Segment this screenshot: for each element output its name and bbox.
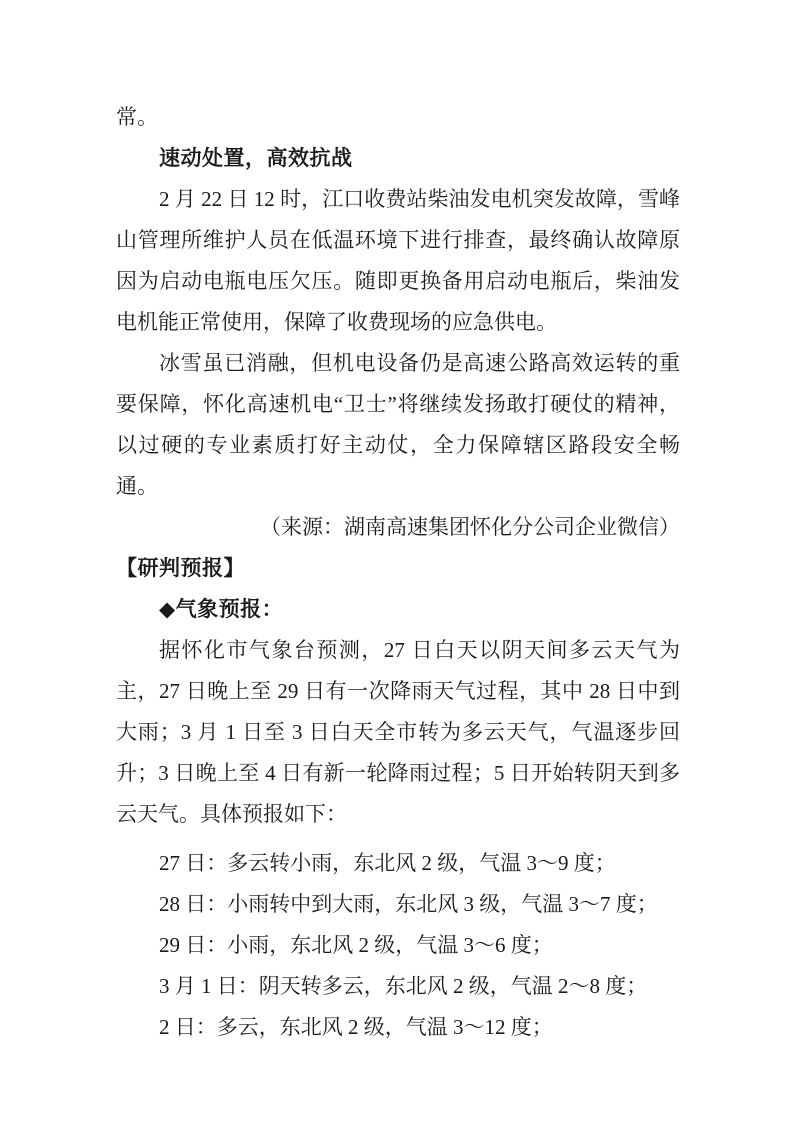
forecast-item-day27: 27 日：多云转小雨，东北风 2 级，气温 3～9 度； [159,851,616,875]
paragraph-incident: 2 月 22 日 12 时，江口收费站柴油发电机突发故障，雪峰山管理所维护人员在低温环境下进行排查，最终确认故障原因为启动电瓶电压欠压。随即更换备用启动电瓶后，柴油发电机能正常使用，保障了收费现场的应急供电。 [116,187,680,334]
paragraph-weather-intro: 据怀化市气象台预测，27 日白天以阴天间多云天气为主，27 日晚上至 29 日有一次降雨天气过程，其中 28 日中到大雨；3 月 1 日至 3 日白天全市转为多云天气，气温逐步回升；3 日晚上至 4 日有新一轮降雨过程；5 日开始转阴天到多云天气。具体预报如下： [116,638,680,826]
section-heading-forecast: 【研判预报】 [116,557,245,580]
forecast-item-day28: 28 日：小雨转中到大雨，东北风 3 级，气温 3～7 度； [159,892,658,916]
source-attribution: （来源：湖南高速集团怀化分公司企业微信） [260,515,680,539]
subsection-heading-weather: ◆气象预报： [159,598,284,621]
forecast-item-day29: 29 日：小雨，东北风 2 级，气温 3～6 度； [159,933,553,957]
paragraph-conclusion: 冰雪虽已消融，但机电设备仍是高速公路高效运转的重要保障，怀化高速机电“卫士”将继续发扬敢打硬仗的精神，以过硬的专业素质打好主动仗，全力保障辖区路段安全畅通。 [116,351,680,498]
paragraph-continuation: 常。 [116,105,158,129]
forecast-list [116,843,680,1048]
section-heading-response: 速动处置，高效抗战 [159,147,353,170]
forecast-item-mar1: 3 月 1 日：阴天转多云，东北风 2 级，气温 2～8 度； [159,974,648,998]
forecast-item-mar2: 2 日：多云，东北风 2 级，气温 3～12 度； [159,1015,553,1039]
